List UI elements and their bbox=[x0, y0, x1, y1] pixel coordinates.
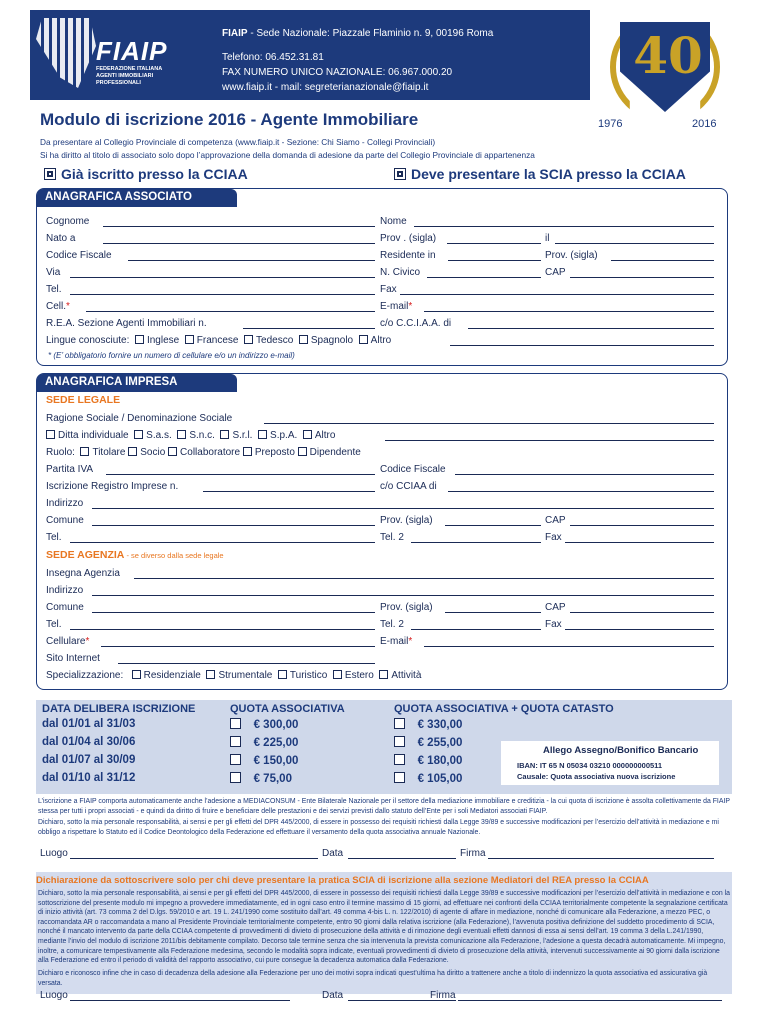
label-registro: Iscrizione Registro Imprese n. bbox=[46, 481, 179, 492]
label-cap: CAP bbox=[545, 267, 566, 278]
sede-legale-title: SEDE LEGALE bbox=[46, 394, 121, 406]
input-cf[interactable] bbox=[128, 260, 375, 261]
input-impresa-cap[interactable] bbox=[570, 525, 714, 526]
checkbox-socio[interactable] bbox=[128, 447, 137, 456]
label-agenzia-email: E-mail* bbox=[380, 636, 413, 647]
checkbox-icon[interactable] bbox=[394, 168, 406, 180]
label-luogo: Luogo bbox=[40, 848, 68, 859]
label-cognome: Cognome bbox=[46, 216, 90, 227]
label-ragione: Ragione Sociale / Denominazione Sociale bbox=[46, 413, 233, 424]
legal-dichiarazione: Dichiaro, sotto la mia personale responsabilità, ai sensi e per gli effetti del DPR 445/2000, di essere in possesso dei requisiti richiesti dalla Legge 39/89 e successive modificazioni per l’esercizio dell’attività in mediazione e mi obbligo a rispettare lo Statuto ed il Codice Deontologico della Federazione ed effettuare il versamento della quota associativa annuale Nazionale. bbox=[38, 819, 719, 836]
payment-iban: IBAN: IT 65 N 05034 03210 000000000511 bbox=[517, 761, 663, 770]
scia-declaration-title: Dichiarazione da sottoscrivere solo per chi deve presentare la pratica SCIA di iscrizione alla sezione Mediatori del REA presso la CCIAA bbox=[36, 875, 649, 886]
checkbox-turistico[interactable] bbox=[278, 670, 287, 679]
checkbox-preposto[interactable] bbox=[243, 447, 252, 456]
panel-impresa-title: ANAGRAFICA IMPRESA bbox=[37, 374, 237, 392]
label-agenzia-comune: Comune bbox=[46, 602, 84, 613]
label-il: il bbox=[545, 233, 550, 244]
checkbox-ditta[interactable] bbox=[46, 430, 55, 439]
label-agenzia-tel2: Tel. 2 bbox=[380, 619, 404, 630]
label-agenzia-fax: Fax bbox=[545, 619, 562, 630]
checkbox-attivita[interactable] bbox=[379, 670, 388, 679]
header-banner bbox=[30, 10, 590, 100]
fee-date: dal 01/01 al 31/03 bbox=[42, 718, 136, 730]
payment-causale: Causale: Quota associativa nuova iscrizione bbox=[517, 772, 676, 781]
label-cciaa: c/o C.C.I.A.A. di bbox=[380, 318, 452, 329]
input-agenzia-cap[interactable] bbox=[570, 612, 714, 613]
checkbox-dipendente[interactable] bbox=[298, 447, 307, 456]
input-firma-2[interactable] bbox=[458, 1000, 722, 1001]
input-piva[interactable] bbox=[106, 474, 375, 475]
input-altro-lingua[interactable] bbox=[450, 345, 714, 346]
label-agenzia-indirizzo: Indirizzo bbox=[46, 585, 84, 596]
label-agenzia-cellulare: Cellulare* bbox=[46, 636, 90, 647]
input-prov[interactable] bbox=[447, 243, 541, 244]
input-tel[interactable] bbox=[70, 294, 375, 295]
checkbox-spa[interactable] bbox=[258, 430, 267, 439]
input-indirizzo[interactable] bbox=[92, 508, 714, 509]
badge-year-to: 2016 bbox=[692, 118, 717, 130]
input-sito[interactable] bbox=[118, 663, 375, 664]
panel-associato-title: ANAGRAFICA ASSOCIATO bbox=[37, 189, 237, 207]
forma-row: Ditta individuale S.a.s. S.n.c. S.r.l. S.p.A. Altro bbox=[46, 430, 335, 441]
input-civico[interactable] bbox=[427, 277, 541, 278]
label-tel: Tel. bbox=[46, 284, 62, 295]
label-impresa-tel2: Tel. 2 bbox=[380, 532, 404, 543]
label-email: E-mail* bbox=[380, 301, 413, 312]
fee-q2: € 180,00 bbox=[394, 754, 462, 767]
input-impresa-cciaa[interactable] bbox=[448, 491, 714, 492]
badge-year-from: 1976 bbox=[598, 118, 623, 130]
input-luogo[interactable] bbox=[70, 858, 318, 859]
ruolo-row: Ruolo: Titolare Socio Collaboratore Preposto Dipendente bbox=[46, 447, 361, 458]
label-indirizzo: Indirizzo bbox=[46, 498, 84, 509]
label-residente: Residente in bbox=[380, 250, 436, 261]
header-fax: FAX NUMERO UNICO NAZIONALE: 06.967.000.20 bbox=[222, 67, 453, 78]
label-prov2: Prov. (sigla) bbox=[545, 250, 598, 261]
scia-declaration-body: Dichiaro, sotto la mia personale responsabilità, ai sensi e per gli effetti del DPR 445/2000, di essere in possesso dei requisiti richiesti dalla Legge 39/89 e successive modificazioni per l’esercizio dell’attività in mediazione e con la sottoscrizione del presente modulo mi impegno a provvedere immediatamente, ed in ogni caso entro il termine massimo di 15 giorni, ad effettuare nei confronti della CCIAA territorialmente competente la segnalazione certificata di inizio attività (art. 73 comma 2 del D.lgs. 59/2010 e art. 19 L. 241/1990 come sostituito dall’art. 49 comma 4-bis L. n. 122/2010) di agente di affare in mediazione, nonché di comunicare alla Federazione, a mezzo PEC, o raccomandata AR o raccomandata a mano al Presidente Provinciale territorialmente competente, entro 90 giorni dalla relativa iscrizione (alla Federazione), l’avvenuta positiva definizione del suddetto procedimento di SCIA, nonché il mancato intervento da parte della CCIAA competente di provvedimenti di divieto di prosecuzione della attività e di rimozione degli eventuali effetti dannosi di essa ai sensi dell’art. 19 comma 3 della L.241/1990, mediante l’invio del modulo di iscrizione 2011/bis debitamente compilato. Decorso tale termine senza che sia intervenuta la prevista comunicazione alla Federazione, l’adesione a questa decadrà automaticamente. Mi impegno, inoltre, a comunicare tempestivamente alla Federazione medesima, secondo le modalità sopra indicate, eventuali provvedimenti di divieto di prosecuzione della attività, intervenuti successivamente ai 90 giorni dalla iscrizione alla Federazione ed entro il periodo di validità del rapporto associativo, cui pure consegue la decadenza automatica dalla Federazione. bbox=[38, 890, 730, 965]
checkbox-fee[interactable] bbox=[394, 718, 405, 729]
input-insegna[interactable] bbox=[134, 578, 714, 579]
checkbox-strumentale[interactable] bbox=[206, 670, 215, 679]
label-firma-2: Firma bbox=[430, 990, 456, 1001]
label-agenzia-tel: Tel. bbox=[46, 619, 62, 630]
input-rea[interactable] bbox=[243, 328, 375, 329]
sede-agenzia-title: SEDE AGENZIA - se diverso dalla sede legale bbox=[46, 549, 224, 561]
input-impresa-fax[interactable] bbox=[565, 542, 714, 543]
label-data-2: Data bbox=[322, 990, 344, 1001]
checkbox-icon[interactable] bbox=[44, 168, 56, 180]
input-agenzia-tel2[interactable] bbox=[411, 629, 541, 630]
input-agenzia-comune[interactable] bbox=[92, 612, 375, 613]
scia-declaration bbox=[36, 872, 732, 994]
badge-number: 40 bbox=[633, 26, 703, 85]
input-agenzia-email[interactable] bbox=[424, 646, 714, 647]
checkbox-fee[interactable] bbox=[230, 736, 241, 747]
fee-q1: € 75,00 bbox=[230, 772, 292, 785]
label-cf: Codice Fiscale bbox=[46, 250, 112, 261]
input-email[interactable] bbox=[424, 311, 714, 312]
label-nome: Nome bbox=[380, 216, 407, 227]
checkbox-sas[interactable] bbox=[134, 430, 143, 439]
checkbox-residenziale[interactable] bbox=[132, 670, 141, 679]
label-prov: Prov . (sigla) bbox=[380, 233, 437, 244]
input-residente[interactable] bbox=[448, 260, 541, 261]
checkbox-inglese[interactable] bbox=[135, 335, 144, 344]
label-comune: Comune bbox=[46, 515, 84, 526]
checkbox-francese[interactable] bbox=[185, 335, 194, 344]
label-sito: Sito Internet bbox=[46, 653, 100, 664]
label-impresa-cf: Codice Fiscale bbox=[380, 464, 446, 475]
input-altro-forma[interactable] bbox=[385, 440, 714, 441]
header-phone: Telefono: 06.452.31.81 bbox=[222, 52, 324, 63]
label-impresa-prov: Prov. (sigla) bbox=[380, 515, 433, 526]
input-agenzia-tel[interactable] bbox=[70, 629, 375, 630]
fee-q2: € 105,00 bbox=[394, 772, 462, 785]
fee-q2: € 255,00 bbox=[394, 736, 462, 749]
checkbox-fee[interactable] bbox=[230, 772, 241, 783]
legal-mediaconsum: L’iscrizione a FIAIP comporta automaticamente anche l’adesione a MEDIACONSUM - Ente Bilaterale Nazionale per il settore della mediazione immobiliare e creditizia - la cui quota di iscrizione è assolta collettivamente da FIAIP stessa per tutti i propri associati - e quindi da diritto di fruire e beneficiare delle prestazioni e dei servizi previsti dallo statuto dell’Ente per i soli Mediatori associati FIAIP. bbox=[38, 798, 730, 815]
label-impresa-fax: Fax bbox=[545, 532, 562, 543]
input-via[interactable] bbox=[70, 277, 375, 278]
checkbox-fee[interactable] bbox=[230, 754, 241, 765]
input-agenzia-cellulare[interactable] bbox=[101, 646, 375, 647]
checkbox-titolare[interactable] bbox=[80, 447, 89, 456]
label-data: Data bbox=[322, 848, 344, 859]
checkbox-estero[interactable] bbox=[333, 670, 342, 679]
input-cap[interactable] bbox=[570, 277, 714, 278]
checkbox-fee[interactable] bbox=[394, 754, 405, 765]
label-civico: N. Civico bbox=[380, 267, 421, 278]
checkbox-tedesco[interactable] bbox=[244, 335, 253, 344]
input-impresa-prov[interactable] bbox=[445, 525, 541, 526]
input-agenzia-fax[interactable] bbox=[565, 629, 714, 630]
payment-box bbox=[501, 741, 719, 785]
option-registered[interactable]: Già iscritto presso la CCIAA bbox=[44, 166, 248, 182]
checkbox-spagnolo[interactable] bbox=[299, 335, 308, 344]
input-data[interactable] bbox=[348, 858, 456, 859]
input-firma[interactable] bbox=[488, 858, 714, 859]
input-agenzia-prov[interactable] bbox=[445, 612, 541, 613]
header-web: www.fiaip.it - mail: segreterianazionale@fiaip.it bbox=[222, 82, 429, 93]
input-nome[interactable] bbox=[414, 226, 714, 227]
input-cciaa[interactable] bbox=[468, 328, 714, 329]
checkbox-fee[interactable] bbox=[394, 772, 405, 783]
option-scia[interactable]: Deve presentare la SCIA presso la CCIAA bbox=[394, 166, 686, 182]
fee-date: dal 01/10 al 31/12 bbox=[42, 772, 136, 784]
subtitle-2: Si ha diritto al titolo di associato solo dopo l’approvazione della domanda di adesione da parte del Collegio Provinciale di appartenenza bbox=[40, 150, 535, 160]
label-luogo-2: Luogo bbox=[40, 990, 68, 1001]
subtitle-1: Da presentare al Collegio Provinciale di competenza (www.fiaip.it - Sezione: Chi Siamo - Collegi Provinciali) bbox=[40, 137, 436, 147]
input-impresa-tel[interactable] bbox=[70, 542, 375, 543]
input-cognome[interactable] bbox=[103, 226, 375, 227]
label-insegna: Insegna Agenzia bbox=[46, 568, 120, 579]
label-agenzia-prov: Prov. (sigla) bbox=[380, 602, 433, 613]
logo-wordmark: FIAIP bbox=[96, 36, 168, 66]
anniversary-badge bbox=[610, 8, 720, 133]
checkbox-altro-forma[interactable] bbox=[303, 430, 312, 439]
label-agenzia-cap: CAP bbox=[545, 602, 566, 613]
input-registro[interactable] bbox=[203, 491, 375, 492]
fee-date: dal 01/04 al 30/06 bbox=[42, 736, 136, 748]
label-fax: Fax bbox=[380, 284, 397, 295]
label-piva: Partita IVA bbox=[46, 464, 94, 475]
label-impresa-tel: Tel. bbox=[46, 532, 62, 543]
checkbox-srl[interactable] bbox=[220, 430, 229, 439]
checkbox-fee[interactable] bbox=[394, 736, 405, 747]
input-agenzia-indirizzo[interactable] bbox=[92, 595, 714, 596]
label-cell: Cell.* bbox=[46, 301, 70, 312]
label-impresa-cciaa: c/o CCIAA di bbox=[380, 481, 437, 492]
label-firma: Firma bbox=[460, 848, 486, 859]
fee-header-date: DATA DELIBERA ISCRIZIONE bbox=[42, 703, 196, 715]
fiaip-logo bbox=[36, 18, 186, 88]
header-address: FIAIP - Sede Nazionale: Piazzale Flaminio n. 9, 00196 Roma bbox=[222, 28, 494, 39]
input-il[interactable] bbox=[555, 243, 714, 244]
languages-row: Lingue conosciute: Inglese Francese Tedesco Spagnolo Altro bbox=[46, 335, 392, 346]
fee-header-quota-catasto: QUOTA ASSOCIATIVA + QUOTA CATASTO bbox=[394, 703, 614, 715]
scia-declaration-body2: Dichiaro e riconosco infine che in caso di decadenza della adesione alla Federazione per uno dei motivi sopra indicati quest’ultima ha diritto a trattenere anche a titolo di indennizzo la quota associativa ed assicurativa già versata. bbox=[38, 970, 708, 987]
fee-date: dal 01/07 al 30/09 bbox=[42, 754, 136, 766]
checkbox-collaboratore[interactable] bbox=[168, 447, 177, 456]
checkbox-altro[interactable] bbox=[359, 335, 368, 344]
fee-q1: € 150,00 bbox=[230, 754, 298, 767]
input-luogo-2[interactable] bbox=[70, 1000, 290, 1001]
payment-title: Allego Assegno/Bonifico Bancario bbox=[543, 745, 699, 756]
label-via: Via bbox=[46, 267, 61, 278]
input-cell[interactable] bbox=[86, 311, 375, 312]
checkbox-fee[interactable] bbox=[230, 718, 241, 729]
fee-header-quota: QUOTA ASSOCIATIVA bbox=[230, 703, 345, 715]
input-impresa-cf[interactable] bbox=[455, 474, 714, 475]
label-nato: Nato a bbox=[46, 233, 76, 244]
input-fax[interactable] bbox=[400, 294, 714, 295]
input-nato[interactable] bbox=[103, 243, 375, 244]
mandatory-note: * (E’ obbligatorio fornire un numero di cellulare e/o un indirizzo e-mail) bbox=[48, 351, 295, 360]
input-prov2[interactable] bbox=[611, 260, 714, 261]
spec-row: Specializzazione: Residenziale Strumentale Turistico Estero Attività bbox=[46, 670, 422, 681]
page-title: Modulo di iscrizione 2016 - Agente Immobiliare bbox=[40, 110, 419, 129]
label-impresa-cap: CAP bbox=[545, 515, 566, 526]
checkbox-snc[interactable] bbox=[177, 430, 186, 439]
fee-q1: € 225,00 bbox=[230, 736, 298, 749]
label-rea: R.E.A. Sezione Agenti Immobiliari n. bbox=[46, 318, 207, 329]
fee-q1: € 300,00 bbox=[230, 718, 298, 731]
input-comune[interactable] bbox=[92, 525, 375, 526]
input-ragione[interactable] bbox=[264, 423, 714, 424]
input-impresa-tel2[interactable] bbox=[411, 542, 541, 543]
fee-q2: € 330,00 bbox=[394, 718, 462, 731]
logo-subtitle: FEDERAZIONE ITALIANA AGENTI IMMOBILIARI PROFESSIONALI bbox=[96, 66, 163, 86]
italy-map-icon bbox=[36, 18, 96, 88]
